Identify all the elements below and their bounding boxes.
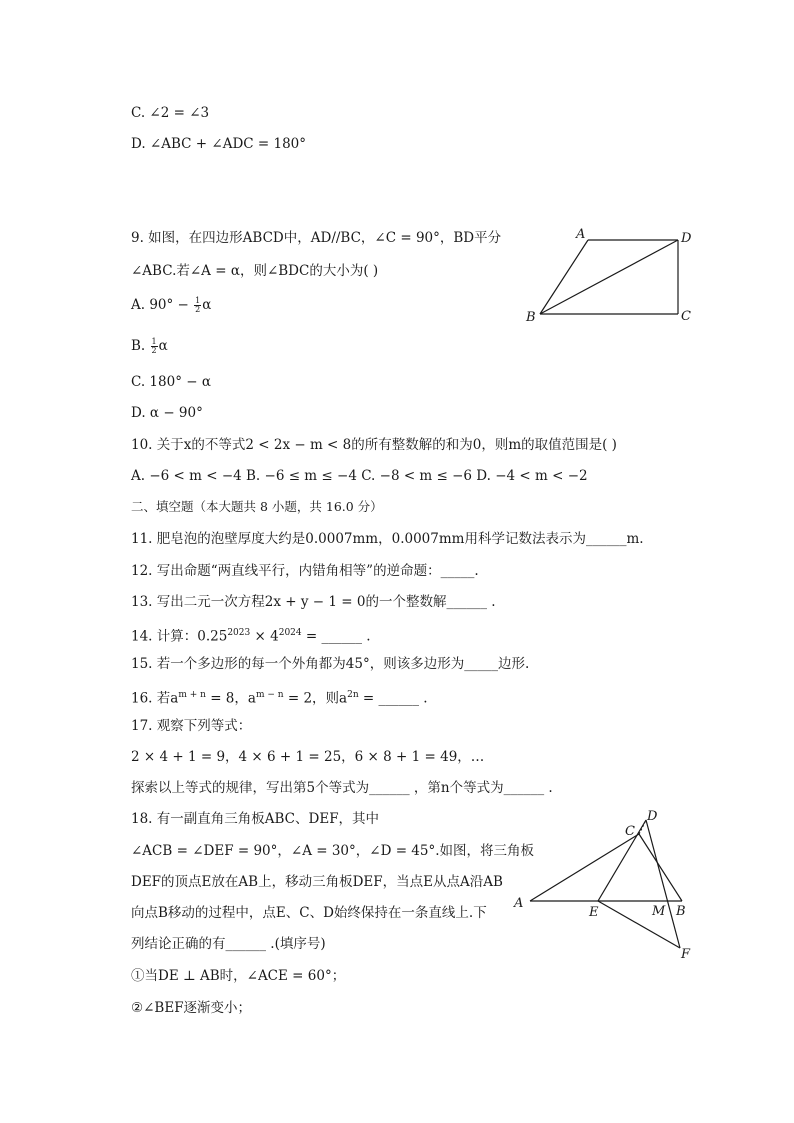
label-b: B xyxy=(676,904,686,919)
q9-option-d: D. α − 90° xyxy=(131,405,203,421)
q18-item1: ①当DE ⊥ AB时，∠ACE = 60°； xyxy=(131,968,346,984)
q17-line2: 2 × 4 + 1 = 9，4 × 6 + 1 = 25，6 × 8 + 1 = 49，… xyxy=(131,749,485,765)
label-a: A xyxy=(514,896,524,911)
label-b: B xyxy=(526,310,536,325)
q18-line2: ∠ACB = ∠DEF = 90°，∠A = 30°，∠D = 45°.如图，将三角板 xyxy=(131,843,535,859)
label-c: C xyxy=(681,309,691,324)
q14: 14. 计算：$0.25^{2023} \times 4^{2024}$ = ______ . xyxy=(131,628,371,645)
q8-option-d: D. ∠ABC + ∠ADC = 180° xyxy=(131,136,307,152)
q9-option-b: B. $\frac{1}{2}$ α xyxy=(131,337,168,355)
q18-item2: ②∠BEF逐渐变小； xyxy=(131,1000,252,1016)
q10-stem: 10. 关于x的不等式2 < 2x − m < 8的所有整数解的和为0，则m的取值范围是( ) xyxy=(131,437,617,453)
q9-option-a: A. 90° − $\frac{1}{2}$ α xyxy=(131,296,212,314)
q16: 16. 若$a^{m + n} = 8$，$a^{m - n} = 2$，则$a^{2n}$ = ______ . xyxy=(131,690,428,707)
q18-line3: DEF的顶点E放在AB上，移动三角板DEF，当点E从点A沿AB xyxy=(131,874,503,890)
q9-option-c: C. 180° − α xyxy=(131,374,211,390)
q9-stem-line2: ∠ABC.若∠A = α，则∠BDC的大小为( ) xyxy=(131,263,379,279)
q9-quadrilateral-figure xyxy=(520,222,700,330)
q13: 13. 写出二元一次方程2x + y − 1 = 0的一个整数解______ . xyxy=(131,594,496,610)
q10-options: A. −6 < m < −4 B. −6 ≤ m ≤ −4 C. −8 < m ≤ −6 D. −4 < m < −2 xyxy=(131,468,588,484)
label-a: A xyxy=(576,227,586,242)
q8-option-c: C. ∠2 = ∠3 xyxy=(131,105,210,121)
q18-line4: 向点B移动的过程中，点E、C、D始终保持在一条直线上.下 xyxy=(131,905,487,921)
label-m: M xyxy=(652,904,666,919)
label-e: E xyxy=(589,905,599,920)
segment-ed xyxy=(598,820,646,901)
q11: 11. 肥皂泡的泡壁厚度大约是0.0007mm，0.0007mm用科学记数法表示为______m. xyxy=(131,531,644,547)
q12: 12. 写出命题“两直线平行，内错角相等”的逆命题：_____. xyxy=(131,563,479,579)
q18-triangles-figure xyxy=(508,806,708,966)
segment-df xyxy=(646,820,680,948)
label-d: D xyxy=(647,809,658,824)
fraction-one-half: $\frac{1}{2}$ xyxy=(195,296,201,314)
q15: 15. 若一个多边形的每一个外角都为45°，则该多边形为_____边形. xyxy=(131,656,530,672)
label-c: C xyxy=(625,824,635,839)
label-d: D xyxy=(681,231,692,246)
q17-line1: 17. 观察下列等式： xyxy=(131,718,252,734)
section-heading: 二、填空题（本大题共 8 小题，共 16.0 分） xyxy=(131,499,383,514)
segment-ab xyxy=(540,240,588,314)
segment-ac xyxy=(530,834,639,901)
segment-cb xyxy=(639,834,682,901)
q18-line1: 18. 有一副直角三角板ABC、DEF，其中 xyxy=(131,811,380,827)
segment-ef xyxy=(598,901,680,948)
segment-bd xyxy=(540,240,678,314)
q18-line5: 列结论正确的有______ .(填序号) xyxy=(131,936,326,952)
q17-line3: 探索以上等式的规律，写出第5个等式为______ ，第n个等式为______ . xyxy=(131,780,553,796)
q9-stem-line1: 9. 如图，在四边形ABCD中，AD//BC，∠C = 90°，BD平分 xyxy=(131,230,502,246)
fraction-one-half: $\frac{1}{2}$ xyxy=(151,337,157,355)
label-f: F xyxy=(681,947,691,962)
